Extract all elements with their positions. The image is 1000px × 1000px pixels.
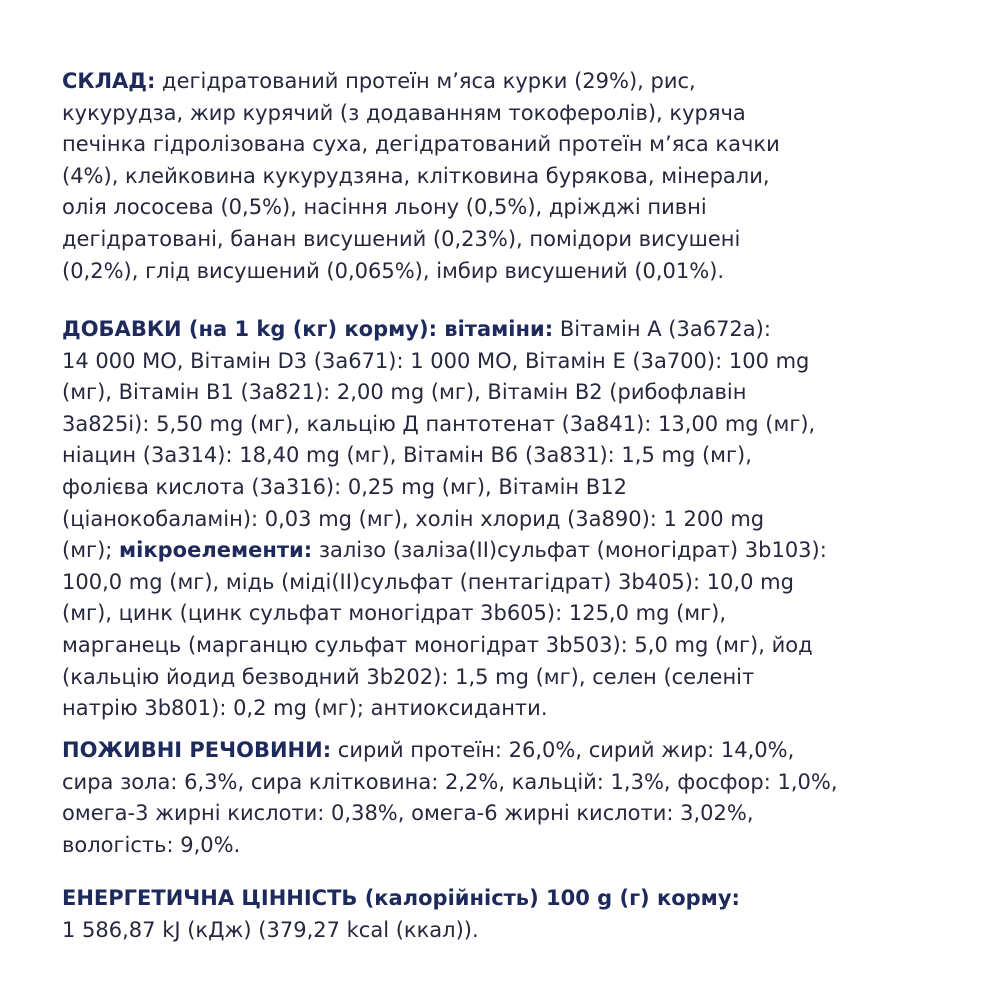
additives-line bbox=[62, 535, 962, 567]
composition-text: дегідратований протеїн м’яса курки (29%), рис, bbox=[155, 69, 696, 93]
nutrients-line: вологість: 9,0%. bbox=[62, 832, 241, 857]
additives-line: натрію 3b801): 0,2 mg (мг); антиоксиданти. bbox=[62, 696, 548, 721]
additives-heading: ДОБАВКИ (на 1 kg (кг) корму): bbox=[62, 317, 437, 341]
additives-line: (ціанокобаламін): 0,03 mg (мг), холін хлорид (3а890): 1 200 mg bbox=[62, 506, 765, 531]
nutrients-section bbox=[62, 735, 962, 861]
composition-section bbox=[62, 66, 962, 287]
nutrients-line: омега-3 жирні кислоти: 0,38%, омега-6 жирні кислоти: 3,02%, bbox=[62, 801, 754, 826]
nutrients-line bbox=[62, 735, 962, 767]
nutrients-text: сирий протеїн: 26,0%, сирий жир: 14,0%, bbox=[331, 738, 795, 762]
composition-heading: СКЛАД: bbox=[62, 69, 156, 93]
energy-line: 1 586,87 kJ (кДж) (379,27 kcal (ккал)). bbox=[62, 917, 479, 942]
additives-line: (мг), цинк (цинк сульфат моногідрат 3b605): 125,0 mg (мг), bbox=[62, 601, 727, 626]
vitamins-subheading: вітаміни: bbox=[437, 317, 554, 341]
composition-line: (0,2%), глід висушений (0,065%), імбир висушений (0,01%). bbox=[62, 258, 725, 283]
additives-section bbox=[62, 314, 962, 725]
additives-line: 14 000 МО, Вітамін D3 (3а671): 1 000 МО, Вітамін Е (3а700): 100 mg bbox=[62, 348, 810, 373]
additives-line: фолієва кислота (3а316): 0,25 mg (мг), Вітамін В12 bbox=[62, 474, 627, 499]
additives-line: ніацин (3а314): 18,40 mg (мг), Вітамін В6 (3а831): 1,5 mg (мг), bbox=[62, 443, 752, 468]
composition-line: дегідратовані, банан висушений (0,23%), помідори висушені bbox=[62, 226, 741, 251]
microelements-subheading: мікроелементи: bbox=[119, 538, 313, 563]
additives-line: марганець (марганцю сульфат моногідрат 3b503): 5,0 mg (мг), йод bbox=[62, 632, 813, 657]
energy-section bbox=[62, 883, 962, 946]
additives-line: 3а825і): 5,50 mg (мг), кальцію Д пантотенат (3а841): 13,00 mg (мг), bbox=[62, 411, 816, 436]
composition-line bbox=[62, 66, 962, 98]
nutrients-heading: ПОЖИВНІ РЕЧОВИНИ: bbox=[62, 738, 332, 762]
energy-line bbox=[62, 883, 962, 915]
energy-heading: ЕНЕРГЕТИЧНА ЦІННІСТЬ (калорійність) 100 g (г) корму: bbox=[62, 886, 740, 910]
additives-line bbox=[62, 314, 962, 346]
composition-line: печінка гідролізована суха, дегідратований протеїн м’яса качки bbox=[62, 132, 780, 157]
additives-line: (кальцію йодид безводний 3b202): 1,5 mg (мг), селен (селеніт bbox=[62, 664, 755, 689]
composition-line: кукурудза, жир курячий (з додаванням токоферолів), куряча bbox=[62, 100, 746, 125]
additives-text: Вітамін А (3а672а): bbox=[553, 317, 771, 341]
composition-line: (4%), клейковина кукурудзяна, клітковина бурякова, мінерали, bbox=[62, 163, 770, 188]
additives-line: 100,0 mg (мг), мідь (міді(II)сульфат (пентагідрат) 3b405): 10,0 mg bbox=[62, 569, 794, 594]
additives-text: залізо (заліза(II)сульфат (моногідрат) 3b103): bbox=[312, 538, 827, 563]
additives-line: (мг), Вітамін В1 (3а821): 2,00 mg (мг), Вітамін В2 (рибофлавін bbox=[62, 380, 747, 405]
composition-line: олія лососева (0,5%), насіння льону (0,5%), дріжджі пивні bbox=[62, 195, 707, 220]
additives-text: (мг); bbox=[62, 538, 120, 563]
nutrients-line: сира зола: 6,3%, сира клітковина: 2,2%, кальцій: 1,3%, фосфор: 1,0%, bbox=[62, 769, 838, 794]
